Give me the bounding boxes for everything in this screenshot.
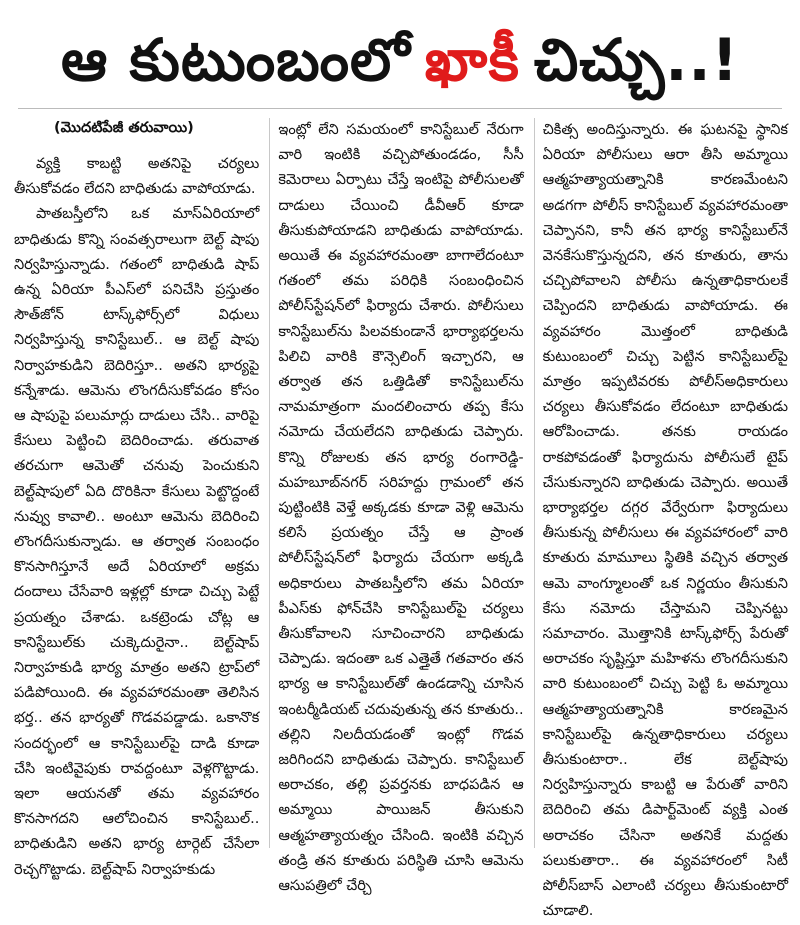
headline-divider — [18, 108, 782, 109]
article-column-text: చికిత్స అందిస్తున్నారు. ఈ ఘటనపై స్థానిక ఏరియా పోలీసులు ఆరా తీసి అమ్మాయి ఆత్మహత్యాయత్నానికి కారణమేంటని అడగగా పోలీస్‌ కానిస్టేబుల్‌ వ్యవహారమంతా చెప్పానని, కానీ తన భార్య కానిస్టేబుల్‌నే వెనకేసుకొస్తున్నదని, తన కూతురు, తాను చచ్చిపోవాలని పోలీసు ఉన్నతాధికారులకే చెప్పిందని బాధితుడు వాపోయాడు. ఈ వ్యవహారం మొత్తంలో బాధితుడి కుటుంబంలో చిచ్చు పెట్టిన కానిస్టేబుల్‌పై మాత్రం ఇప్పటివరకు పోలీస్‌అధికారులు చర్యలు తీసుకోవడం లేదంటూ బాధితుడు ఆరోపించాడు. తనకు రాయడం రాకపోవడంతో ఫిర్యాదును పోలీసులే టైప్‌ చేసుకున్నారని బాధితుడు చెప్పారు. అయితే భార్యాభర్తల దగ్గర వేర్వేరుగా ఫిర్యాదులు తీసుకున్న పోలీసులు ఈ వ్యవహారంలో వారి కూతురు మామూలు స్థితికి వచ్చిన తర్వాత ఆమె వాంగ్మూలంతో ఒక నిర్ణయం తీసుకుని కేసు నమోదు చేస్తామని చెప్పినట్టు సమాచారం. మొత్తానికి టాస్క్‌ఫోర్స్‌ పేరుతో అరాచకం సృష్టిస్తూ మహిళను లొంగదీసుకుని వారి కుటుంబంలో చిచ్చు పెట్టి ఓ అమ్మాయి ఆత్మహత్యాయత్నానికి కారణమైన కానిస్టేబుల్‌పై ఉన్నతాధికారులు చర్యలు తీసుకుంటారా.. లేక బెల్ట్‌షాపు నిర్వహిస్తున్నారు కాబట్టి ఆ పేరుతో వారిని బెదిరించి తమ డిపార్ట్‌మెంట్‌ వ్యక్తి ఎంత అరాచకం చేసినా అతనికే మద్దతు పలుకుతారా.. ఈ వ్యవహారంలో సిటీ పోలీస్‌బాస్‌ ఎలాంటి చర్యలు తీసుకుంటారో చూడాలి. — [542, 122, 788, 920]
headline — [0, 14, 800, 106]
article-column-3 — [534, 118, 788, 920]
article-paragraph: పాతబస్తీలోని ఒక మాస్‌ఏరియాలో బాధితుడు కొన్ని సంవత్సరాలుగా బెల్ట్‌ షాపు నిర్వహిస్తున్నాడు. గతంలో బాధితుడి షాప్‌ ఉన్న ఏరియా పీఎస్‌లో పనిచేసి ప్రస్తుతం సౌత్‌జోన్‌ టాస్క్‌ఫోర్స్‌లో విధులు నిర్వహిస్తున్న కానిస్టేబుల్‌.. ఆ బెల్ట్‌ షాపు నిర్వాహకుడిని బెదిరిస్తూ.. అతని భార్యపై కన్నేశాడు. ఆమెను లొంగదీసుకోవడం కోసం ఆ షాపుపై పలుమార్లు దాడులు చేసి.. వారిపై కేసులు పెట్టించి బెదిరించాడు. తరువాత తరచుగా ఆమెతో చనువు పెంచుకుని బెల్ట్‌షాపులో ఏది దొరికినా కేసులు పెట్టొద్దంటే నువ్వు కావాలి.. అంటూ ఆమెను బెదిరించి లొంగదీసుకున్నాడు. ఆ తర్వాత సంబంధం కొనసాగిస్తూనే అదే ఏరియాలో అక్రమ దందాలు చేసేవారి ఇళ్లల్లో కూడా చిచ్చు పెట్టే ప్రయత్నం చేశాడు. ఒకట్రెండు చోట్ల ఆ కానిస్టేబుల్‌కు చుక్కెదురైనా.. బెల్ట్‌షాప్‌ నిర్వాహకుడి భార్య మాత్రం అతని ట్రాప్‌లో పడిపోయింది. ఈ వ్యవహారమంతా తెలిసిన భర్త.. తన భార్యతో గొడవపడ్డాడు. ఒకానొక సందర్భంలో ఆ కానిస్టేబుల్‌పై దాడి కూడా చేసి ఇంటివైపుకు రావద్దంటూ వెళ్లగొట్టాడు. ఇలా ఆయనతో తమ వ్యవహారం కొనసాగదని ఆలోచించిన కానిస్టేబుల్‌.. బాధితుడిని అతని భార్య టార్గెట్‌ చేసేలా రెచ్చగొట్టాడు. బెల్ట్‌షాప్‌ నిర్వాహకుడు — [14, 206, 260, 878]
article-column-text: ఇంట్లో లేని సమయంలో కానిస్టేబుల్‌ నేరుగా వారి ఇంటికి వచ్చిపోతుండడం, సీసీ కెమెరాలు ఏర్పాటు చేస్తే ఇంటిపై పోలీసులతో దాడులు చేయించి డీవీఆర్‌ కూడా తీసుకుపోయాడని బాధితుడు వాపోయాడు. అయితే ఈ వ్యవహారమంతా బాగాలేదంటూ గతంలో తమ పరిధికి సంబంధించిన పోలీస్‌స్టేషన్‌లో ఫిర్యాదు చేశారు. పోలీసులు కానిస్టేబుల్‌ను పిలవకుండానే భార్యాభర్తలను పిలిచి వారికి కౌన్సెలింగ్‌ ఇచ్చారని, ఆ తర్వాత తన ఒత్తిడితో కానిస్టేబుల్‌ను నామమాత్రంగా మందలించారు తప్ప కేసు నమోదు చేయలేదని బాధితుడు చెప్పారు. కొన్ని రోజులకు తన భార్య రంగారెడ్డి-మహబూబ్‌నగర్‌ సరిహద్దు గ్రామంలో తన పుట్టింటికి వెళ్తే అక్కడకు కూడా వెళ్లి ఆమెను కలిసే ప్రయత్నం చేస్తే ఆ ప్రాంత పోలీస్‌స్టేషన్‌లో ఫిర్యాదు చేయగా అక్కడి అధికారులు పాతబస్తీలోని తమ ఏరియా పీఎస్‌కు ఫోన్‌చేసి కానిస్టేబుల్‌పై చర్యలు తీసుకోవాలని సూచించారని బాధితుడు చెప్పాడు. ఇదంతా ఒక ఎత్తైతే గతవారం తన భార్య ఆ కానిస్టేబుల్‌తో ఉండడాన్ని చూసిన ఇంటర్మీడియట్‌ చదువుతున్న తన కూతురు.. తల్లిని నిలదీయడంతో ఇంట్లో గొడవ జరిగిందని బాధితుడు చెప్పారు. కానిస్టేబుల్‌ అరాచకం, తల్లి ప్రవర్తనకు బాధపడిన ఆ అమ్మాయి పాయిజన్‌ తీసుకుని ఆత్మహత్యాయత్నం చేసింది. ఇంటికి వచ్చిన తండ్రి తన కూతురు పరిస్థితి చూసి ఆమెను ఆసుపత్రిలో చేర్చి — [278, 122, 524, 895]
headline-part-1: ఆ కుటుంబంలో — [61, 26, 411, 94]
article-column-2 — [269, 118, 524, 895]
article-column-1 — [14, 118, 260, 878]
continued-note: (మొదటిపేజీ తరువాయి) — [54, 120, 194, 136]
article-paragraph: వ్యక్తి కాబట్టి అతనిపై చర్యలు తీసుకోవడం లేదని బాధితుడు వాపోయాడు. — [14, 156, 260, 198]
article-columns — [14, 118, 788, 920]
headline-highlight: ఖాకీ — [424, 26, 520, 94]
headline-part-3: చిచ్చు..! — [533, 26, 739, 94]
